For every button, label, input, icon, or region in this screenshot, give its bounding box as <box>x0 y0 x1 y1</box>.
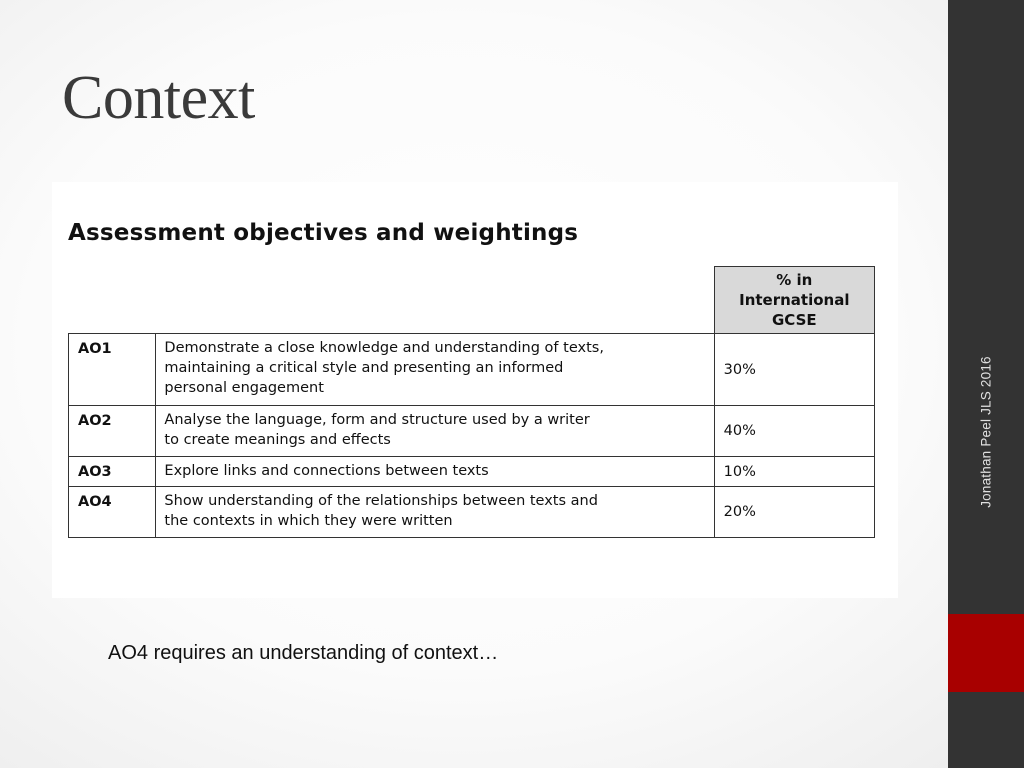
sidebar-panel <box>948 0 1024 768</box>
slide-title: Context <box>62 64 255 132</box>
assessment-table-image <box>52 182 898 598</box>
objective-code: AO1 <box>69 334 156 406</box>
percent-header-line: GCSE <box>771 311 817 329</box>
table-row-ao4 <box>69 487 875 538</box>
description-line: Show understanding of the relationships between texts and <box>164 493 598 509</box>
objective-weight: 40% <box>714 406 874 457</box>
percent-header-line: % in <box>776 271 813 289</box>
objective-weight: 10% <box>714 457 874 487</box>
context-footnote: AO4 requires an understanding of context… <box>108 642 499 664</box>
percent-column-header <box>714 267 874 334</box>
objective-weight: 30% <box>714 334 874 406</box>
table-heading: Assessment objectives and weightings <box>68 220 579 246</box>
objective-description <box>156 487 714 538</box>
objective-code: AO2 <box>69 406 156 457</box>
table-header-row <box>69 267 875 334</box>
description-line: personal engagement <box>164 380 324 396</box>
description-line: Explore links and connections between texts <box>164 463 489 479</box>
sidebar-accent-block <box>948 614 1024 692</box>
table-row-ao2 <box>69 406 875 457</box>
objective-description <box>156 406 714 457</box>
assessment-weightings-table <box>68 266 875 538</box>
percent-header-line: International <box>739 291 850 309</box>
objective-description <box>156 457 714 487</box>
description-line: Analyse the language, form and structure used by a writer <box>164 412 590 428</box>
author-credit: Jonathan Peel JLS 2016 <box>978 356 994 508</box>
description-line: to create meanings and effects <box>164 432 391 448</box>
description-line: maintaining a critical style and presenting an informed <box>164 360 564 376</box>
objective-weight: 20% <box>714 487 874 538</box>
description-line: the contexts in which they were written <box>164 513 453 529</box>
blank-header-cell <box>69 267 715 334</box>
description-line: Demonstrate a close knowledge and understanding of texts, <box>164 340 604 356</box>
objective-code: AO4 <box>69 487 156 538</box>
table-row-ao3 <box>69 457 875 487</box>
table-row-ao1 <box>69 334 875 406</box>
objective-code: AO3 <box>69 457 156 487</box>
objective-description <box>156 334 714 406</box>
